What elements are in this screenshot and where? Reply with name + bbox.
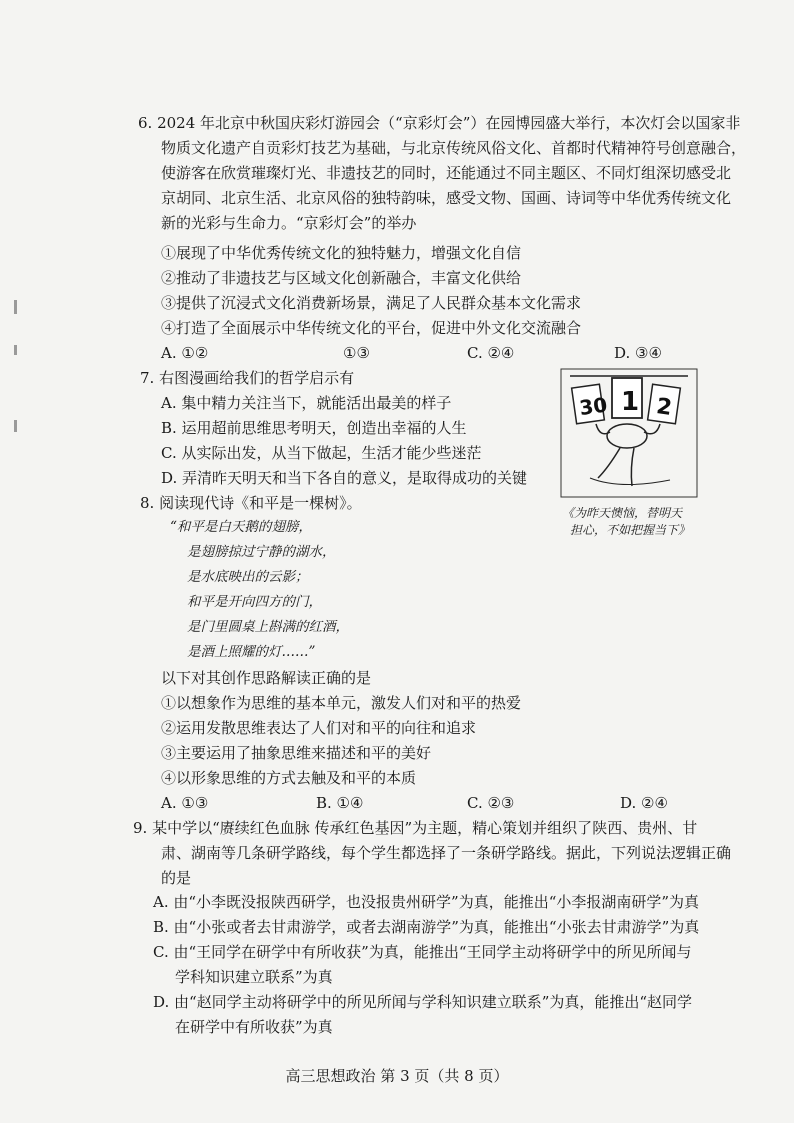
calendar-right-number: 2 (654, 394, 674, 422)
q8-item: ④以形象思维的方式去触及和平的本质 (161, 769, 417, 787)
figure-right-arm (644, 424, 660, 434)
figure-left-arm (596, 424, 610, 434)
q6-item: ①展现了中华优秀传统文化的独特魅力，增强文化自信 (161, 244, 522, 262)
q8-item: ③主要运用了抽象思维来描述和平的美好 (161, 744, 432, 762)
q9-option-d[interactable]: D. 由“赵同学主动将研学中的所见所闻与学科知识建立联系”为真，能推出“赵同学 (153, 993, 693, 1011)
q7-option-d[interactable]: D. 弄清昨天明天和当下各自的意义，是取得成功的关键 (161, 469, 528, 487)
calendar-left-number: 30 (577, 392, 609, 421)
q6-item: ③提供了沉浸式文化消费新场景，满足了人民群众基本文化需求 (161, 294, 582, 312)
q6-stem-line: 物质文化遗产自贡彩灯技艺为基础，与北京传统风俗文化、首都时代精神符号创意融合， (161, 139, 747, 157)
q8-poem-line: 和平是开向四方的门， (187, 594, 322, 610)
q8-poem-line: 是水底映出的云影； (187, 569, 309, 585)
q7-option-a[interactable]: A. 集中精力关注当下，就能活出最美的样子 (161, 394, 452, 412)
q6-stem-line: 使游客在欣赏璀璨灯光、非遗技艺的同时，还能通过不同主题区、不同灯组深切感受北 (161, 164, 732, 182)
page-footer: 高三思想政治 第 3 页（共 8 页） (285, 1067, 509, 1085)
q8-option-b[interactable]: B. ①④ (316, 794, 364, 812)
q9-stem-line: 肃、湖南等几条研学路线，每个学生都选择了一条研学路线。据此，下列说法逻辑正确 (161, 844, 732, 862)
scan-edge-mark (14, 345, 17, 355)
q8-item: ②运用发散思维表达了人们对和平的向往和追求 (161, 719, 477, 737)
q9-option-c[interactable]: C. 由“王同学在研学中有所收获”为真，能推出“王同学主动将研学中的所见所闻与 (153, 943, 692, 961)
scan-edge-mark (14, 420, 17, 432)
q8-option-c[interactable]: C. ②③ (467, 794, 515, 812)
q9-option-a[interactable]: A. 由“小李既没报陕西研学，也没报贵州研学”为真，能推出“小李报湖南研学”为真 (153, 893, 700, 911)
q6-item: ④打造了全面展示中华传统文化的平台，促进中外文化交流融合 (161, 319, 582, 337)
q6-stem-line: 京胡同、北京生活、北京风俗的独特韵味，感受文物、国画、诗词等中华优秀传统文化 (161, 189, 732, 207)
q6-option-b[interactable]: ①③ (343, 344, 370, 362)
q6-stem-line: 6. 2024 年北京中秋国庆彩灯游园会（“京彩灯会”）在园博园盛大举行，本次灯会以国家非 (138, 114, 741, 132)
q8-poem-line: “和平是白天鹅的翅膀， (170, 519, 312, 535)
q8-poem-line: 是门里圆桌上斟满的红酒， (187, 619, 349, 635)
q7-option-b[interactable]: B. 运用超前思维思考明天，创造出幸福的人生 (161, 419, 467, 437)
ground-line (590, 478, 670, 485)
q7-option-c[interactable]: C. 从实际出发，从当下做起，生活才能少些迷茫 (161, 444, 482, 462)
q8-question: 以下对其创作思路解读正确的是 (161, 669, 372, 687)
q8-stem: 8. 阅读现代诗《和平是一棵树》。 (140, 494, 362, 512)
q6-option-a[interactable]: A. ①② (161, 344, 209, 362)
q8-option-a[interactable]: A. ①③ (161, 794, 209, 812)
figure-legs (598, 448, 634, 486)
figure-head (607, 424, 647, 448)
cartoon-caption-line: 担心，不如把握当下》 (570, 523, 691, 537)
q6-option-c[interactable]: C. ②④ (467, 344, 515, 362)
q6-stem-line: 新的光彩与生命力。“京彩灯会”的举办 (161, 214, 417, 232)
q6-item: ②推动了非遗技艺与区域文化创新融合，丰富文化供给 (161, 269, 522, 287)
q8-option-d[interactable]: D. ②④ (620, 794, 668, 812)
scan-edge-mark (14, 300, 17, 314)
q9-option-c-continued: 学科知识建立联系”为真 (175, 968, 333, 986)
q9-option-b[interactable]: B. 由“小张或者去甘肃游学，或者去湖南游学”为真，能推出“小张去甘肃游学”为真 (153, 918, 700, 936)
cartoon-caption-line: 《为昨天懊恼，替明天 (562, 506, 683, 520)
q8-poem-line: 是酒上照耀的灯……” (187, 644, 316, 660)
q9-stem-line: 的是 (161, 869, 192, 887)
q8-poem-line: 是翅膀掠过宁静的湖水， (187, 544, 336, 560)
calendar-middle-number: 1 (621, 387, 640, 417)
q8-item: ①以想象作为思维的基本单元，激发人们对和平的热爱 (161, 694, 522, 712)
q6-option-d[interactable]: D. ③④ (614, 344, 662, 362)
q9-stem-line: 9. 某中学以“赓续红色血脉 传承红色基因”为主题，精心策划并组织了陕西、贵州、甘 (133, 819, 698, 837)
q9-option-d-continued: 在研学中有所收获”为真 (175, 1018, 333, 1036)
cartoon-illustration (560, 368, 698, 498)
q7-stem: 7. 右图漫画给我们的哲学启示有 (140, 369, 355, 387)
